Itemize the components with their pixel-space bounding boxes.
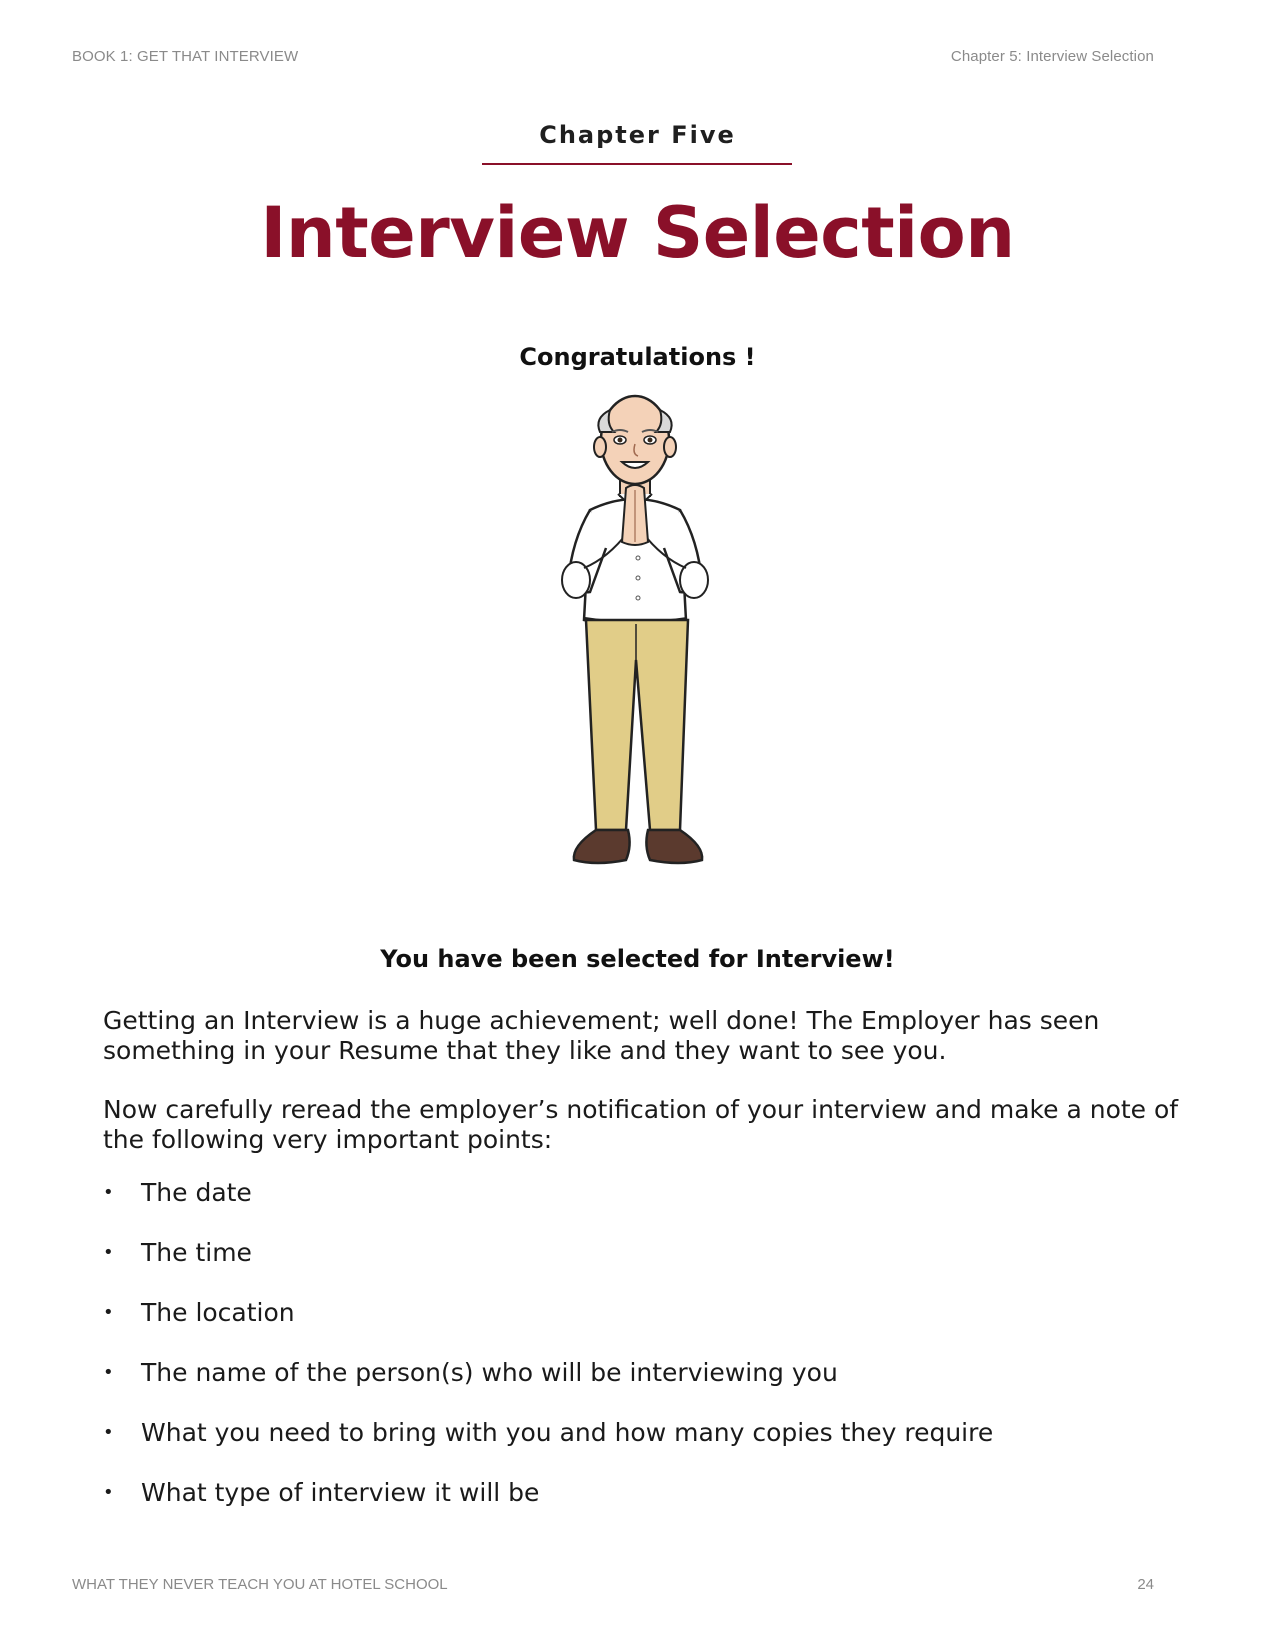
list-item: [103, 1478, 993, 1538]
cartoon-man-icon: [540, 392, 730, 922]
important-points-list: [103, 1178, 993, 1538]
bullet-icon: •: [103, 1242, 114, 1263]
list-item: [103, 1418, 993, 1478]
chapter-label: Chapter Five: [539, 121, 736, 149]
list-item-text: The time: [141, 1238, 252, 1267]
running-head-chapter: Chapter 5: Interview Selection: [950, 48, 1154, 65]
bullet-icon: •: [103, 1182, 114, 1203]
list-item-text: What type of interview it will be: [141, 1478, 540, 1507]
page-number: 24: [1137, 1576, 1154, 1593]
footer-title: WHAT THEY NEVER TEACH YOU AT HOTEL SCHOOL: [72, 1576, 448, 1593]
congratulations-heading: Congratulations !: [519, 343, 756, 371]
list-item: [103, 1298, 993, 1358]
list-item: [103, 1358, 993, 1418]
list-item-text: The location: [141, 1298, 295, 1327]
bullet-icon: •: [103, 1302, 114, 1323]
bullet-icon: •: [103, 1422, 114, 1443]
list-item: [103, 1238, 993, 1298]
list-item-text: The date: [141, 1178, 252, 1207]
selected-heading: You have been selected for Interview!: [380, 945, 895, 973]
bullet-icon: •: [103, 1362, 114, 1383]
running-head-book: BOOK 1: GET THAT INTERVIEW: [72, 48, 299, 65]
intro-paragraph: Getting an Interview is a huge achievement; well done! The Employer has seen something in your Resume that they like and they want to see you.: [103, 1006, 1100, 1065]
instructions-paragraph: Now carefully reread the employer’s notification of your interview and make a note of the following very important points:: [103, 1095, 1179, 1154]
chapter-title: Interview Selection: [260, 192, 1015, 274]
bullet-icon: •: [103, 1482, 114, 1503]
list-item: [103, 1178, 993, 1238]
chapter-divider: [482, 163, 792, 165]
list-item-text: What you need to bring with you and how many copies they require: [141, 1418, 994, 1447]
list-item-text: The name of the person(s) who will be interviewing you: [141, 1358, 838, 1387]
